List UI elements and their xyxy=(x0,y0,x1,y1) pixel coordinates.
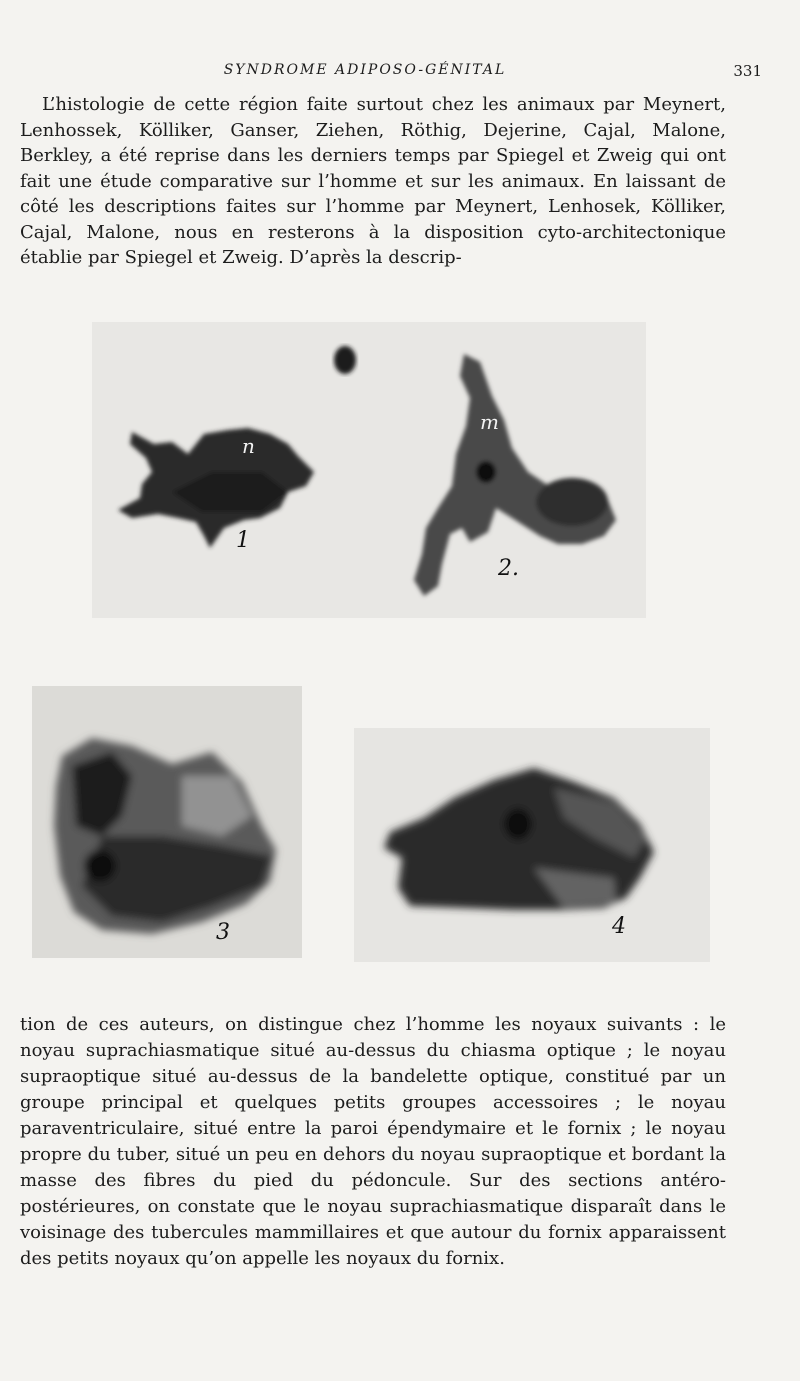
fig-1-number: 1 xyxy=(236,528,250,553)
neuron-micrograph-4 xyxy=(354,728,710,962)
dark-dot xyxy=(334,346,356,374)
neuron-micrograph-3 xyxy=(32,686,302,958)
neuron-cell-4 xyxy=(384,768,654,910)
neuron-cell-1 xyxy=(118,428,314,548)
fig-3-number: 3 xyxy=(216,920,230,945)
page-header xyxy=(0,62,800,86)
neuron-cell-3 xyxy=(54,738,276,934)
paragraph-bottom xyxy=(20,1012,726,1272)
paragraph-2-text: tion de ces auteurs, on distingue chez l’homme les noyaux suivants : le noyau suprachiasmatique situé au-dessus du chiasma optique ; le noyau supraoptique situé au-dessus de la bandelette optique, constitué par un groupe principal et quelques petits groupes accessoires ; le noyau paraventriculaire, situé entre la paroi épendymaire et le fornix ; le noyau propre du tuber, situé un peu en dehors du noyau supraoptique et bordant la masse des fibres du pied du pédoncule. Sur des sections antéro-postérieures, on constate que le noyau suprachiasmatique disparaît dans le voisinage des tubercules mammillaires et que autour du fornix apparaissent des petits noyaux qu’on appelle les noyaux du fornix. xyxy=(20,1014,726,1269)
page-number: 331 xyxy=(733,62,762,80)
paragraph-top xyxy=(20,92,726,271)
neuron-micrographs-1-2 xyxy=(92,322,646,618)
running-title: SYNDROME ADIPOSO-GÉNITAL xyxy=(223,62,507,78)
figure-plate-1-2 xyxy=(92,322,646,618)
figure-plate-4 xyxy=(354,728,710,962)
paragraph-1-text: L’histologie de cette région faite surtout chez les animaux par Meynert, Lenhossek, Kölliker, Ganser, Ziehen, Röthig, Dejerine, Cajal, Malone, Berkley, a été reprise dans les derniers temps par Spiegel et Zweig qui ont fait une étude comparative sur l’homme et sur les animaux. En laissant de côté les descriptions faites sur l’homme par Meynert, Lenhosek, Kölliker, Cajal, Malone, nous en resterons à la disposition cyto-architectonique établie par Spiegel et Zweig. D’après la descrip- xyxy=(20,94,726,268)
figure-plate-3 xyxy=(32,686,302,958)
fig-2-number: 2. xyxy=(498,556,519,581)
fig-2-letter: m xyxy=(480,410,499,434)
fig-4-number: 4 xyxy=(612,914,626,939)
fig-1-letter: n xyxy=(242,434,255,458)
